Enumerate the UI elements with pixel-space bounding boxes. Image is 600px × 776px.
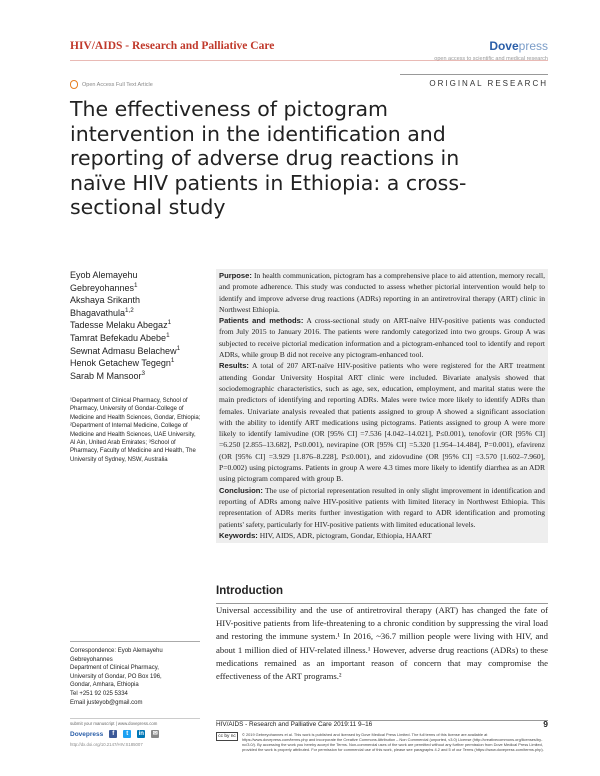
affiliations: ¹Department of Clinical Pharmacy, School of Pharmacy, University of Gondar-College of Medicine and Health Sciences, Gondar, Ethiopia; ²Department of Internal Medicine, College of Medicine and Health Sciences, UAE University, Al Ain, United Arab Emirates; ³School of Pharmacy, Faculty of Medicine and Health, The University of Sydney, NSW, Australia	[70, 398, 201, 463]
open-lock-icon	[70, 80, 78, 89]
author: Sarab M Mansoor$^3$	[70, 369, 146, 381]
share-row	[70, 730, 159, 738]
author: Sewnat Admasu Belachew$^1$	[70, 344, 181, 356]
article-title: The effectiveness of pictogram intervention in the identification and reporting of adverse drug reactions in naïve HIV patients in Ethiopia: a cross-sectional study	[70, 97, 467, 219]
author: Akshaya Srikanth	[70, 295, 141, 306]
twitter-icon[interactable]: t	[123, 730, 131, 738]
article-type-divider	[400, 74, 548, 75]
license	[216, 732, 548, 752]
author-list	[70, 269, 200, 382]
publisher-name-b: press	[518, 39, 548, 53]
publisher-tagline: open access to scientific and medical research	[434, 56, 548, 62]
license-text: © 2019 Gebreyohannes et al. This work is published and licensed by Dove Medical Press Limited. The full terms of this license are available at https://www.dovepress.com/terms.php and incorporate the Creative Commons Attribution – Non Commercial (unported, v3.0) License (http://creativecommons.org/licenses/by-nc/3.0/). By accessing the work you hereby accept the Terms. Non-commercial uses of the work are permitted without any further permission from Dove Medical Press Limited, provided the work is properly attributed. For permission for commercial use of this work, please see paragraphs 4.2 and 5 of our Terms (https://www.dovepress.com/terms.php).	[242, 732, 544, 752]
introduction-text: Universal accessibility and the use of antiretroviral therapy (ART) has changed the fate of HIV-positive patients from life-threatening to a chronic condition by suppressing the viral load and restoring the immune system.¹ In 2016, ~36.7 million people were living with HIV, and about 1 million died of HIV-related illness.¹ However, adverse drug reactions (ADRs) to these medications remained as an important reason of concern that may compromise the effectiveness of the ART programs.²	[216, 605, 548, 682]
doi-link[interactable]: http://dx.doi.org/10.2147/HIV.S185007	[70, 742, 143, 747]
author: Gebreyohannes$^1$	[70, 281, 138, 293]
abstract-box	[216, 269, 548, 543]
open-access-badge	[70, 80, 153, 89]
author: Eyob Alemayehu	[70, 270, 138, 280]
introduction-heading: Introduction	[216, 585, 284, 597]
page-number: 9	[543, 719, 548, 729]
abstract-methods: Patients and methods: A cross-sectional study on ART-naïve HIV-positive patients was conducted from July 2015 to January 2016. The patients were randomly categorized into two groups. Group A was subjected to receive pictorial medication information and a pictogram-enhanced tool to identify and report ADRs, while group B did not receive any pictogram-enhanced tool.	[219, 316, 545, 360]
author: Tadesse Melaku Abegaz$^1$	[70, 319, 172, 331]
correspondence-email[interactable]: Email justeyob@gmail.com	[70, 699, 143, 706]
correspondence-divider	[70, 641, 200, 642]
footer-citation: HIV/AIDS - Research and Palliative Care 2019:11 9–16	[216, 721, 373, 728]
author: Henok Getachew Tegegn$^1$	[70, 357, 175, 369]
abstract-conclusion: Conclusion: The use of pictorial representation resulted in only slight improvement in identification and reporting of ADRs among naïve HIV-positive patients with limited literacy in Northwest Ethiopia. This representation of ADRs merits further investigation with regard to ADR identification and promoting patients' safety, particularly for HIV-positive patients with limited educational levels.	[219, 485, 545, 529]
open-access-label: Open Access Full Text Article	[82, 81, 153, 88]
publisher-name-a: Dove	[489, 39, 519, 53]
bottom-left-divider	[70, 718, 200, 719]
header-divider	[70, 60, 548, 61]
facebook-icon[interactable]: f	[109, 730, 117, 738]
abstract-keywords: Keywords: HIV, AIDS, ADR, pictogram, Gondar, Ethiopia, HAART	[219, 530, 432, 540]
email-icon[interactable]: ✉	[152, 731, 158, 737]
dovepress-brand[interactable]: Dovepress	[70, 730, 104, 738]
journal-name: HIV/AIDS - Research and Palliative Care	[70, 40, 275, 52]
publisher-logo[interactable]	[489, 39, 548, 53]
submit-manuscript-link[interactable]: submit your manuscript | www.dovepress.com	[70, 721, 158, 726]
abstract-results: Results: A total of 207 ART-naïve HIV-positive patients who were registered for the ART treatment attending Gondar University Hospital ART clinic were included. Bivariate analysis showed that sociodemographic characteristics, such as age, sex, education, employment, and marital status were the main predictors of identifying and reporting ADRs. Males were twice more likely to identify ADRs than females. Univariate analysis revealed that patients assigned to group A showed a significant association with the ability to identify ART medications using pictograms. Patients assigned to group A were more likely to identify lamivudine (OR [95% CI] =7.536 [4.042–14.021], P≤0.001), tenofovir (OR [95% CI] =6.250 [2.855–13.682], P≤0.001), nevirapine (OR [95% CI] =5.320 [1.954–14.484], P=0.001), efavirenz (OR [95% CI] =3.929 [1.876–8.228], P≤0.001), and zidovudine (OR [95% CI] =3.570 [1.602–7.960], P=0.002) using pictograms. Patients in group A were 4.3 times more likely to identify diarrhea as an ADR using pictogram compared with group B.	[219, 361, 545, 484]
cc-license-icon[interactable]: cc by nc	[216, 732, 238, 741]
author: Bhagavathula$^{1,2}$	[70, 306, 134, 318]
abstract-purpose: Purpose: In health communication, pictogram has a comprehensive place to aid attention, memory recall, and promote adherence. This study was conducted to assess whether pictorial intervention would help to identify and improve adverse drug reactions (ADRs) reporting in an antiretroviral therapy (ART) clinic in Northwest Ethiopia.	[219, 271, 545, 314]
linkedin-icon[interactable]: in	[138, 731, 144, 737]
correspondence: Correspondence: Eyob Alemayehu Gebreyohannes Department of Clinical Pharmacy, University of Gondar, PO Box 196, Gondar, Amhara, Ethiopia Tel +251 92 025 5334 Email justeyob@gmail.com	[70, 647, 202, 707]
author: Tamrat Befekadu Abebe$^1$	[70, 331, 170, 343]
article-type: ORIGINAL RESEARCH	[429, 79, 548, 88]
